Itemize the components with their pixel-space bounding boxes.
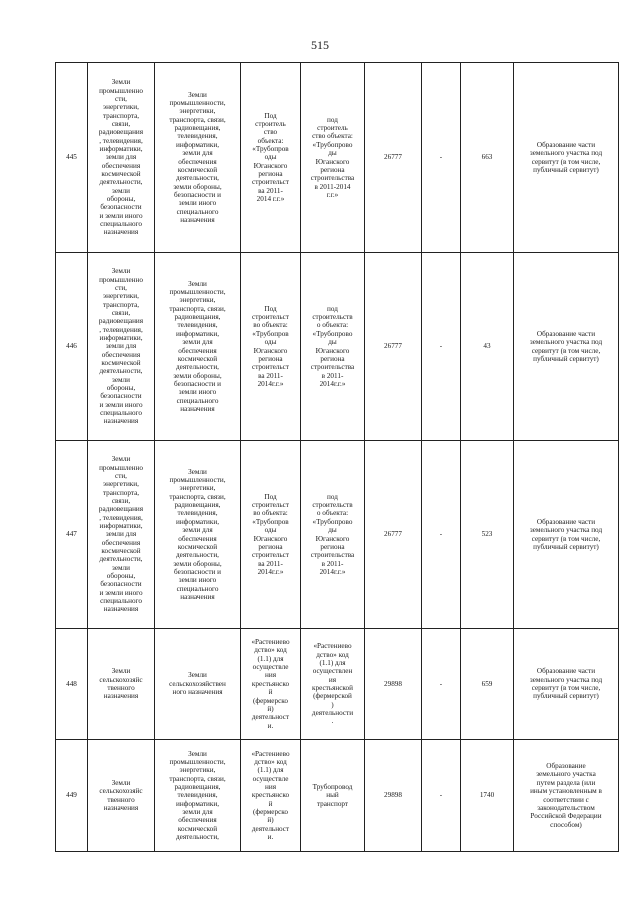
purpose-secondary: под строитель ство объекта: «Трубопрово ды Юганского региона строительства в 2011-2014 г.г.»: [301, 63, 365, 253]
land-category: Земли промышленно сти, энергетики, транспорта, связи, радиовещания , телевидения, информатики, земли для обеспечения космической деятельности, земли обороны, безопасности и земли иного специального назначения: [88, 441, 155, 629]
row-number: 447: [56, 441, 88, 629]
row-number: 449: [56, 740, 88, 852]
empty-value-dash: -: [422, 441, 461, 629]
permitted-use: Земли промышленности, энергетики, транспорта, связи, радиовещания, телевидения, информатики, земли для обеспечения космической деятельности, земли обороны, безопасности и земли иного специального назначения: [155, 441, 241, 629]
operation-note: Образование части земельного участка под сервитут (в том числе, публичный сервитут): [514, 629, 619, 740]
area-value: 663: [461, 63, 514, 253]
permitted-use: Земли промышленности, энергетики, транспорта, связи, радиовещания, телевидения, информатики, земли для обеспечения космической деятельности,: [155, 740, 241, 852]
purpose-primary: «Растениево дство» код (1.1) для осуществле ния крестьянско й (фермерско й) деятельност и.: [241, 629, 301, 740]
purpose-secondary: «Растениево дство» код (1.1) для осуществлен ия крестьянской (фермерской ) деятельности .: [301, 629, 365, 740]
purpose-secondary: под строительств о объекта: «Трубопрово ды Юганского региона строительства в 2011- 2014г.г.»: [301, 253, 365, 441]
table-row: [56, 629, 619, 740]
row-number: 446: [56, 253, 88, 441]
table-row: [56, 63, 619, 253]
cadastral-code: 26777: [365, 441, 422, 629]
area-value: 43: [461, 253, 514, 441]
page-number: 515: [311, 38, 329, 52]
purpose-primary: Под строительст во объекта: «Трубопров оды Юганского региона строительст ва 2011- 2014г.г.»: [241, 253, 301, 441]
land-category: Земли сельскохозяйс твенного назначения: [88, 629, 155, 740]
operation-note: Образование части земельного участка под сервитут (в том числе, публичный сервитут): [514, 63, 619, 253]
cadastral-code: 26777: [365, 253, 422, 441]
permitted-use: Земли сельскохозяйствен ного назначения: [155, 629, 241, 740]
row-number: 445: [56, 63, 88, 253]
empty-value-dash: -: [422, 253, 461, 441]
purpose-primary: Под строитель ство объекта: «Трубопров оды Юганского региона строительст ва 2011- 2014 г.г.»: [241, 63, 301, 253]
purpose-secondary: Трубопровод ный транспорт: [301, 740, 365, 852]
area-value: 523: [461, 441, 514, 629]
land-register-table: [55, 62, 619, 852]
empty-value-dash: -: [422, 63, 461, 253]
purpose-secondary: под строительств о объекта: «Трубопрово ды Юганского региона строительства в 2011- 2014г.г.»: [301, 441, 365, 629]
purpose-primary: Под строительст во объекта: «Трубопров оды Юганского региона строительст ва 2011- 2014г.г.»: [241, 441, 301, 629]
operation-note: Образование земельного участка путем раздела (или иным установленным в соответствии с законодательством Российской Федерации способом): [514, 740, 619, 852]
purpose-primary: «Растениево дство» код (1.1) для осуществле ния крестьянско й (фермерско й) деятельност и.: [241, 740, 301, 852]
cadastral-code: 26777: [365, 63, 422, 253]
table-row: [56, 441, 619, 629]
land-category: Земли сельскохозяйс твенного назначения: [88, 740, 155, 852]
operation-note: Образование части земельного участка под сервитут (в том числе, публичный сервитут): [514, 441, 619, 629]
empty-value-dash: -: [422, 629, 461, 740]
permitted-use: Земли промышленности, энергетики, транспорта, связи, радиовещания, телевидения, информатики, земли для обеспечения космической деятельности, земли обороны, безопасности и земли иного специального назначения: [155, 253, 241, 441]
cadastral-code: 29898: [365, 629, 422, 740]
permitted-use: Земли промышленности, энергетики, транспорта, связи, радиовещания, телевидения, информатики, земли для обеспечения космической деятельности, земли обороны, безопасности и земли иного специального назначения: [155, 63, 241, 253]
operation-note: Образование части земельного участка под сервитут (в том числе, публичный сервитут): [514, 253, 619, 441]
table-row: [56, 253, 619, 441]
area-value: 1740: [461, 740, 514, 852]
cadastral-code: 29898: [365, 740, 422, 852]
row-number: 448: [56, 629, 88, 740]
land-category: Земли промышленно сти, энергетики, транспорта, связи, радиовещания , телевидения, информатики, земли для обеспечения космической деятельности, земли обороны, безопасности и земли иного специального назначения: [88, 253, 155, 441]
table-row: [56, 740, 619, 852]
land-category: Земли промышленно сти, энергетики, транспорта, связи, радиовещания , телевидения, информатики, земли для обеспечения космической деятельности, земли обороны, безопасности и земли иного специального назначения: [88, 63, 155, 253]
empty-value-dash: -: [422, 740, 461, 852]
area-value: 659: [461, 629, 514, 740]
